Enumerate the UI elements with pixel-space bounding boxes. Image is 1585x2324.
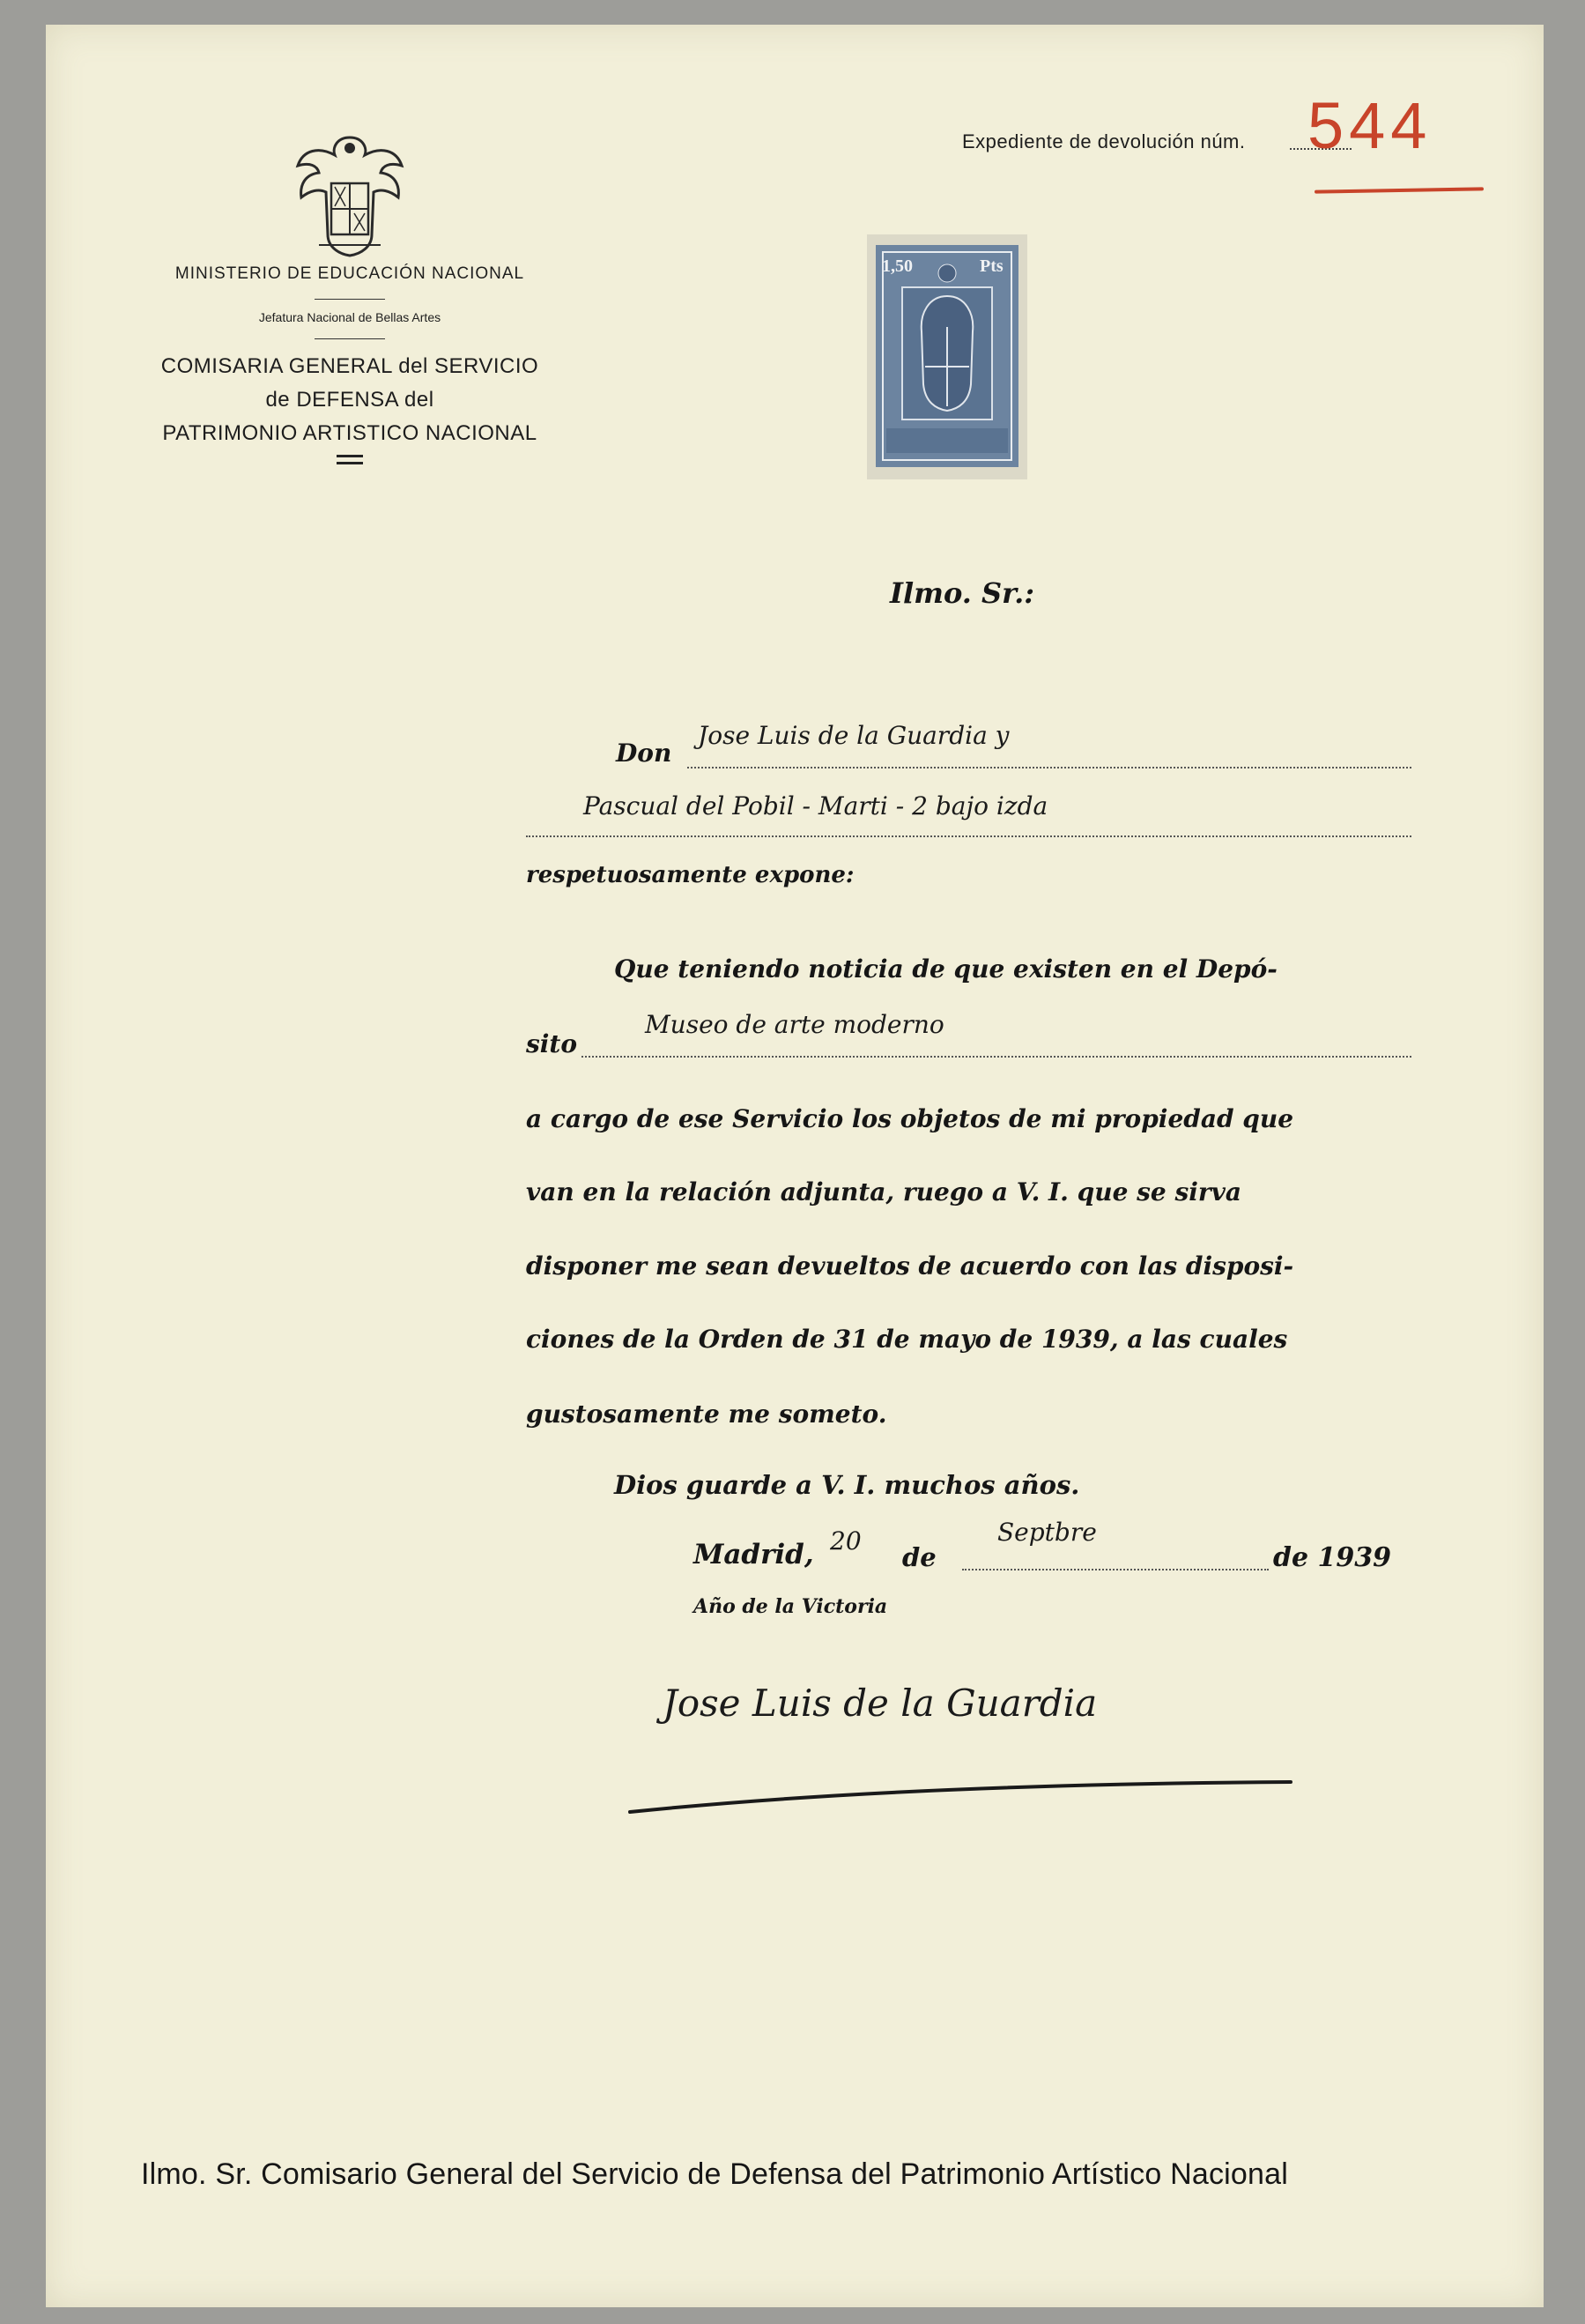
signature-flourish — [626, 1766, 1295, 1819]
comisaria-line-1: COMISARIA GENERAL del SERVICIO — [160, 354, 539, 378]
revenue-stamp — [867, 234, 1027, 479]
body-line-4: van en la relación adjunta, ruego a V. I. que se sirva — [526, 1177, 1242, 1207]
file-number-handwritten: 544 — [1307, 89, 1433, 162]
body-line-1: Que teniendo noticia de que existen en el Depó- — [614, 954, 1278, 984]
stamp-value: 1,50 — [882, 256, 913, 276]
body-line-6: ciones de la Orden de 31 de mayo de 1939, a las cuales — [526, 1325, 1288, 1354]
fill-in-line — [526, 835, 1411, 837]
body-line-5: disponer me sean devueltos de acuerdo con las disposi- — [526, 1251, 1294, 1281]
signature: Jose Luis de la Guardia — [663, 1682, 1098, 1725]
closing-formula: Dios guarde a V. I. muchos años. — [614, 1470, 1080, 1500]
deposito-label: sito — [526, 1029, 578, 1058]
addressee-footer: Ilmo. Sr. Comisario General del Servicio de Defensa del Patrimonio Artístico Nacional — [141, 2157, 1289, 2191]
date-day-handwritten: 20 — [830, 1526, 862, 1556]
fill-in-line — [687, 767, 1411, 768]
don-label: Don — [616, 739, 672, 768]
double-rule — [337, 455, 363, 457]
deposito-handwritten: Museo de arte moderno — [645, 1010, 944, 1039]
expone-text: respetuosamente expone: — [526, 862, 855, 888]
date-de: de — [902, 1542, 937, 1572]
date-place: Madrid, — [693, 1539, 814, 1570]
fill-in-line — [962, 1569, 1269, 1570]
comisaria-line-2: de DEFENSA del — [265, 388, 434, 412]
fill-in-line — [581, 1056, 1411, 1058]
coat-of-arms-crest — [293, 130, 407, 263]
salutation: Ilmo. Sr.: — [890, 576, 1035, 610]
applicant-name-handwritten: Jose Luis de la Guardia y — [698, 721, 1010, 750]
date-month-handwritten: Septbre — [997, 1518, 1097, 1547]
date-year: de 1939 — [1273, 1542, 1392, 1573]
comisaria-line-3: PATRIMONIO ARTISTICO NACIONAL — [162, 421, 537, 445]
jefatura-name: Jefatura Nacional de Bellas Artes — [258, 310, 441, 324]
divider — [315, 299, 385, 300]
applicant-address-handwritten: Pascual del Pobil - Marti - 2 bajo izda — [583, 791, 1048, 820]
file-number-label: Expediente de devolución núm. — [962, 130, 1246, 152]
ano-de-la-victoria: Año de la Victoria — [693, 1595, 888, 1618]
document-page — [46, 25, 1544, 2307]
body-line-7: gustosamente me someto. — [526, 1400, 887, 1429]
body-line-3: a cargo de ese Servicio los objetos de mi propiedad que — [526, 1104, 1294, 1133]
divider — [315, 338, 385, 339]
ministry-name: MINISTERIO DE EDUCACIÓN NACIONAL — [174, 264, 525, 283]
file-number-underline — [1315, 187, 1484, 193]
stamp-unit: Pts — [980, 256, 1004, 276]
double-rule — [337, 462, 363, 464]
